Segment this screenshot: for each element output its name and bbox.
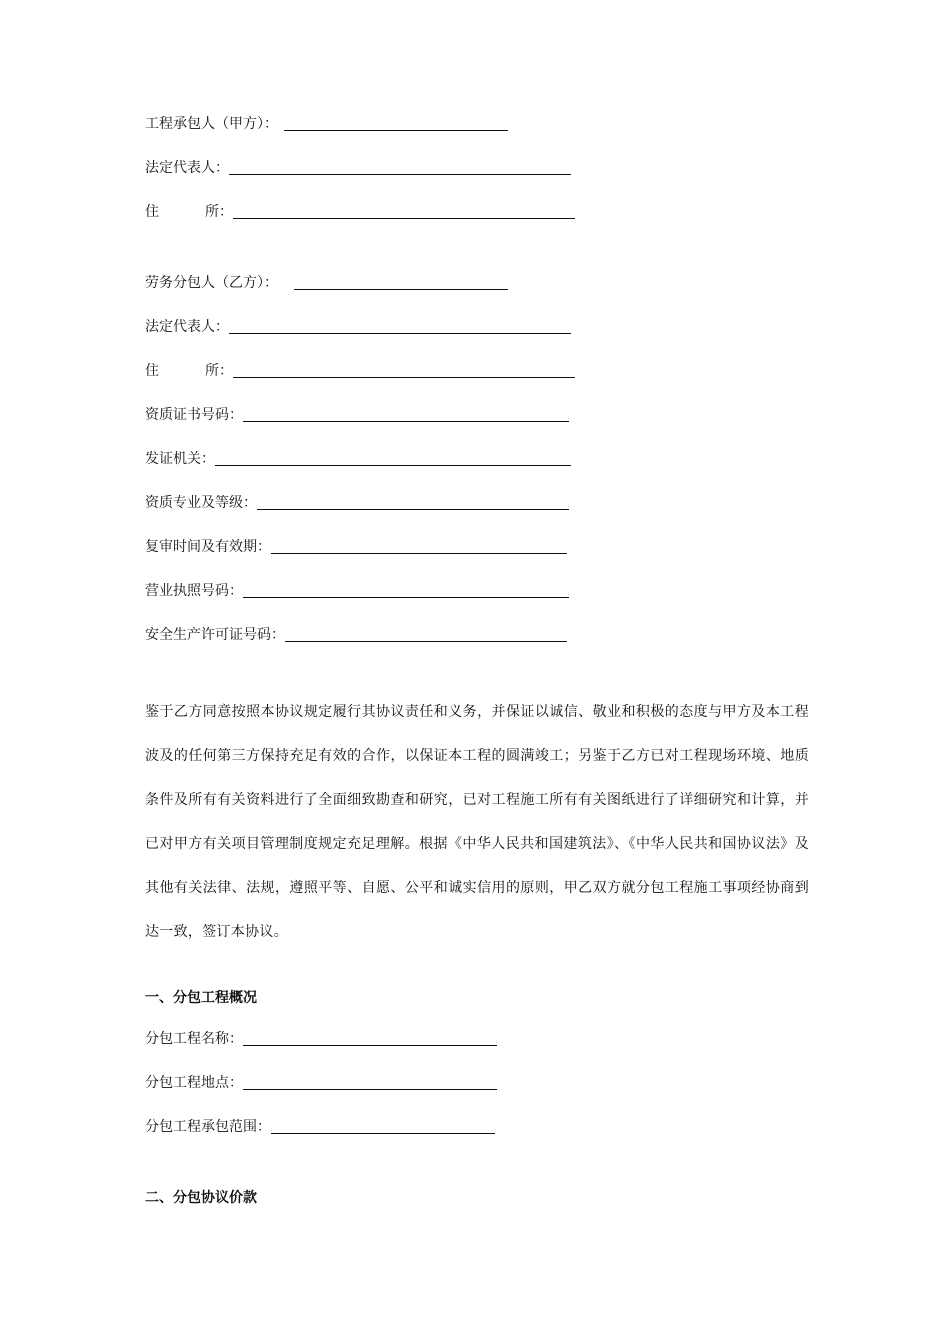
issuer-blank (215, 447, 571, 466)
party-b-address-row (145, 359, 575, 381)
contractor-label: 工程承包人（甲方）： (145, 116, 278, 132)
review-label: 复审时间及有效期： (145, 539, 271, 555)
grade-label: 资质专业及等级： (145, 495, 257, 511)
project-name-blank (243, 1027, 497, 1046)
subcontractor-row (145, 271, 508, 293)
issuer-row (145, 447, 571, 469)
project-location-row (145, 1071, 497, 1093)
party-b-rep-row (145, 315, 571, 337)
party-a-address-row (145, 200, 575, 222)
party-b-rep-blank (229, 315, 571, 334)
safety-blank (285, 623, 567, 642)
grade-row (145, 491, 569, 513)
party-b-address-blank (233, 359, 575, 378)
party-a-address-blank (233, 200, 575, 219)
cert-no-label: 资质证书号码： (145, 407, 243, 423)
address-char-1: 住 (145, 204, 159, 220)
project-scope-label: 分包工程承包范围： (145, 1119, 271, 1135)
cert-no-blank (243, 403, 569, 422)
address-char-2: 所： (205, 204, 233, 220)
party-a-rep-blank (229, 156, 571, 175)
project-name-row (145, 1027, 497, 1049)
party-b-rep-label: 法定代表人： (145, 319, 229, 335)
issuer-label: 发证机关： (145, 451, 215, 467)
contractor-blank (284, 112, 508, 131)
license-label: 营业执照号码： (145, 583, 243, 599)
subcontractor-label: 劳务分包人（乙方）： (145, 275, 278, 291)
review-blank (271, 535, 567, 554)
party-b-address-label (145, 361, 233, 381)
contractor-row (145, 112, 508, 134)
project-scope-blank (271, 1115, 495, 1134)
project-location-blank (243, 1071, 497, 1090)
safety-row (145, 623, 567, 645)
party-a-rep-row (145, 156, 571, 178)
project-name-label: 分包工程名称： (145, 1031, 243, 1047)
project-scope-row (145, 1115, 495, 1137)
license-row (145, 579, 569, 601)
section2-heading: 二、分包协议价款 (145, 1190, 257, 1206)
license-blank (243, 579, 569, 598)
section1-heading: 一、分包工程概况 (145, 990, 257, 1006)
party-a-rep-label: 法定代表人： (145, 160, 229, 176)
review-row (145, 535, 567, 557)
cert-no-row (145, 403, 569, 425)
address-char-2: 所： (205, 363, 233, 379)
preamble-paragraph: 鉴于乙方同意按照本协议规定履行其协议责任和义务，并保证以诚信、敬业和积极的态度与甲方及本工程波及的任何第三方保持充足有效的合作，以保证本工程的圆满竣工；另鉴于乙方已对工程现场环境、地质条件及所有有关资料进行了全面细致勘查和研究，已对工程施工所有有关图纸进行了详细研究和计算，并已对甲方有关项目管理制度规定充足理解。根据《中华人民共和国建筑法》、《中华人民共和国协议法》及其他有关法律、法规，遵照平等、自愿、公平和诚实信用的原则，甲乙双方就分包工程施工事项经协商到达一致，签订本协议。 (145, 704, 809, 940)
grade-blank (257, 491, 569, 510)
project-location-label: 分包工程地点： (145, 1075, 243, 1091)
address-char-1: 住 (145, 363, 159, 379)
subcontractor-blank (294, 271, 508, 290)
party-a-address-label (145, 202, 233, 222)
safety-label: 安全生产许可证号码： (145, 627, 285, 643)
